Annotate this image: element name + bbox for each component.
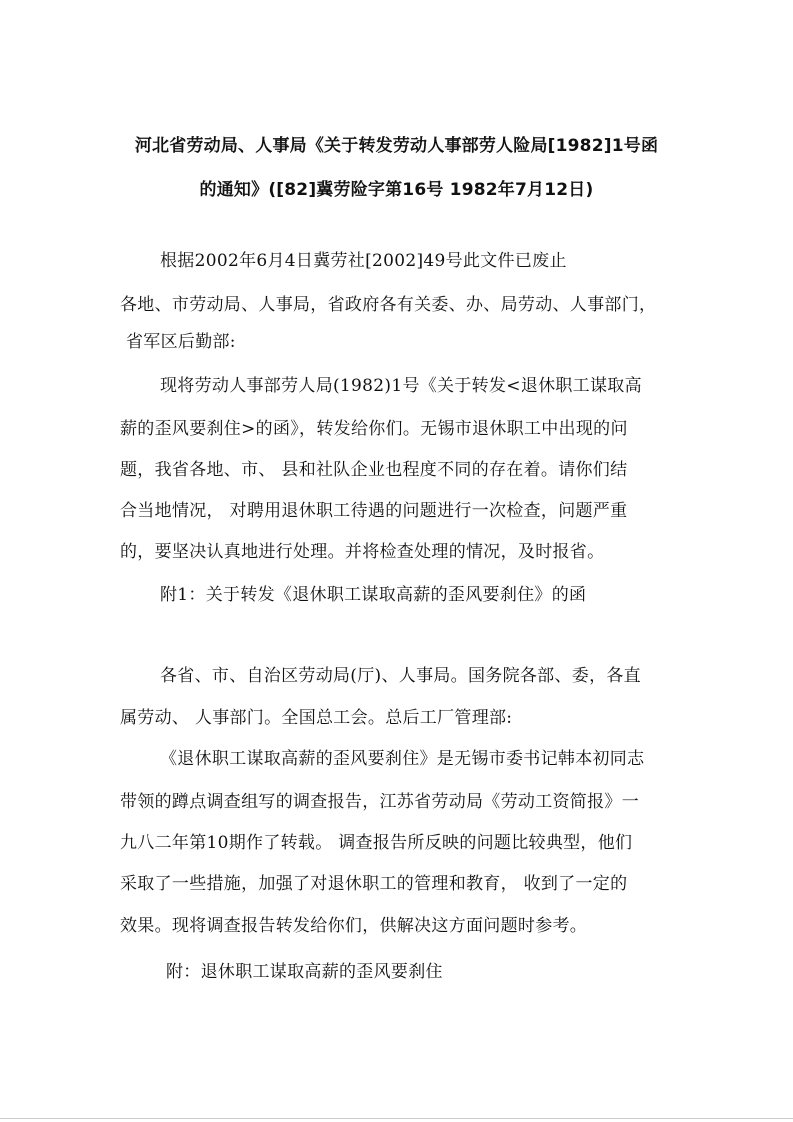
- addressee-line-1: 各省、市、自治区劳动局(厅)、人事局。国务院各部、委，各直: [160, 666, 641, 686]
- addressee-line-1: 各地、市劳动局、人事局，省政府各有关委、办、局劳动、人事部门，: [120, 295, 657, 315]
- document-title-line-2: 的通知》([82]冀劳险字第16号 1982年7月12日): [199, 180, 594, 200]
- body-paragraph-line: 合当地情况， 对聘用退休职工待遇的问题进行一次检查，问题严重: [120, 501, 628, 521]
- body-paragraph-line: 效果。现将调查报告转发给你们，供解决这方面问题时参考。: [120, 916, 588, 936]
- body-paragraph-line: 带领的蹲点调查组写的调查报告，江苏省劳动局《劳动工资简报》一: [120, 792, 639, 812]
- body-paragraph-line: 采取了一些措施，加强了对退休职工的管理和教育， 收到了一定的: [120, 874, 628, 894]
- body-paragraph-line: 的，要坚决认真地进行处理。并将检查处理的情况，及时报省。: [120, 542, 605, 562]
- body-paragraph-line: 《退休职工谋取高薪的歪风要刹住》是无锡市委书记韩本初同志: [160, 749, 645, 769]
- addressee-line-2: 属劳动、 人事部门。全国总工会。总后工厂管理部:: [120, 708, 513, 728]
- addressee-line-2: 省军区后勤部:: [126, 332, 236, 352]
- attachment-line: 附1：关于转发《退休职工谋取高薪的歪风要刹住》的函: [160, 585, 587, 605]
- document-title-line-1: 河北省劳动局、人事局《关于转发劳动人事部劳人险局[1982]1号函: [134, 136, 659, 156]
- repeal-notice: 根据2002年6月4日冀劳社[2002]49号此文件已废止: [160, 251, 567, 271]
- body-paragraph-line: 薪的歪风要刹住>的函》，转发给你们。无锡市退休职工中出现的问: [120, 419, 628, 439]
- body-paragraph-line: 题，我省各地、市、 县和社队企业也程度不同的存在着。请你们结: [120, 460, 628, 480]
- body-paragraph-line: 九八二年第10期作了转载。 调查报告所反映的问题比较典型，他们: [120, 833, 633, 853]
- body-paragraph-line: 现将劳动人事部劳人局(1982)1号《关于转发<退休职工谋取高: [160, 376, 642, 396]
- attachment-line: 附：退休职工谋取高薪的歪风要刹住: [166, 962, 443, 982]
- page-bottom-rule: [0, 1118, 793, 1119]
